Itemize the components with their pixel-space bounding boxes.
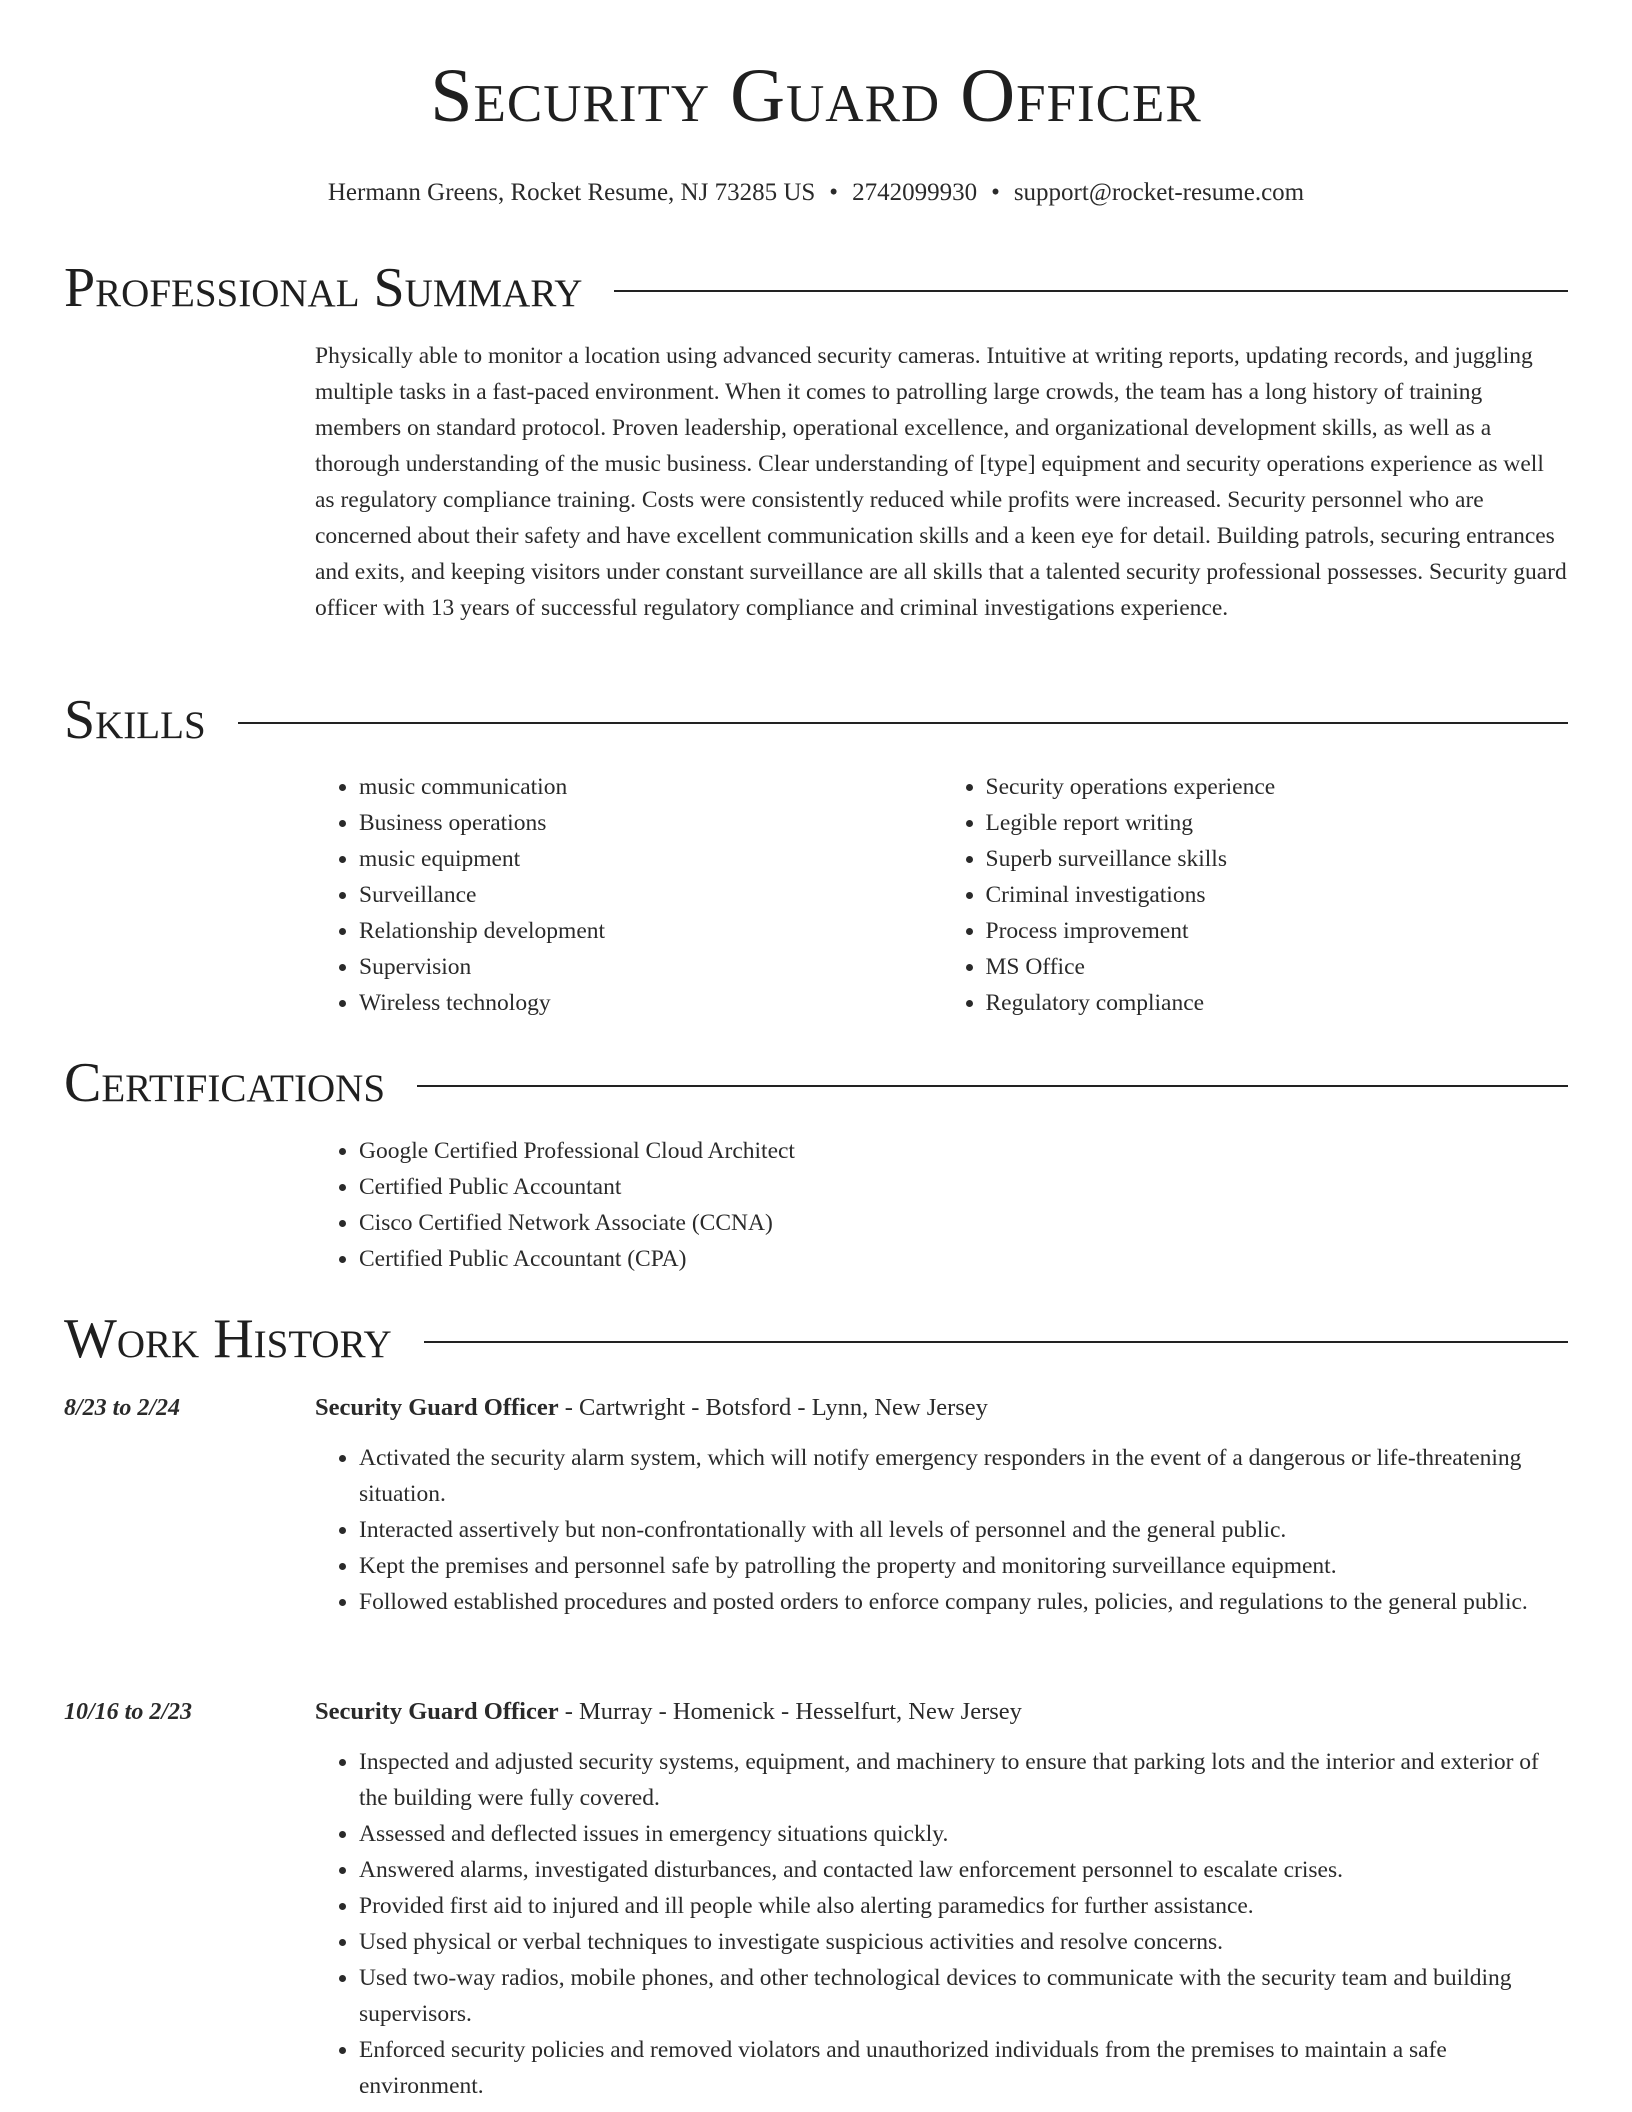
skill-item: • Superb surveillance skills [986, 841, 1569, 877]
job-heading [315, 1390, 1568, 1426]
skill-item: • Supervision [359, 949, 942, 985]
section-divider [238, 722, 1568, 724]
job-bullet: • Kept the premises and personnel safe by patrolling the property and monitoring surveillance equipment. [359, 1548, 1568, 1584]
certification-item: • Google Certified Professional Cloud Architect [359, 1133, 1568, 1169]
section-divider [424, 1341, 1568, 1343]
section-title: Professional Summary [64, 257, 583, 319]
job-bullet: • Answered alarms, investigated disturbances, and contacted law enforcement personnel to escalate crises. [359, 1852, 1568, 1888]
skill-item: • Business operations [359, 805, 942, 841]
summary-content [315, 338, 1568, 626]
section-professional-summary [64, 257, 1568, 319]
skills-columns [315, 769, 1568, 1021]
skills-list-right [942, 769, 1569, 1021]
resume-name: Security Guard Officer [430, 54, 1202, 138]
certification-item: • Certified Public Accountant (CPA) [359, 1241, 1568, 1277]
job-employer: - Cartwright - Botsford - Lynn, New Jersey [558, 1394, 988, 1421]
job-title: Security Guard Officer [315, 1394, 559, 1421]
skill-item: • Surveillance [359, 877, 942, 913]
section-title: Work History [64, 1308, 392, 1370]
section-divider [614, 290, 1568, 292]
job-heading [315, 1694, 1568, 1730]
skill-item: • music equipment [359, 841, 942, 877]
skill-item: • Wireless technology [359, 985, 942, 1021]
job-bullet: • Followed established procedures and posted orders to enforce company rules, policies, and regulations to the general public. [359, 1584, 1568, 1620]
certifications-list [315, 1133, 1568, 1277]
skill-item: • Relationship development [359, 913, 942, 949]
skill-item: • Process improvement [986, 913, 1569, 949]
certification-item: • Certified Public Accountant [359, 1169, 1568, 1205]
section-work-history [64, 1308, 1568, 1370]
job-bullet: • Activated the security alarm system, which will notify emergency responders in the event of a dangerous or life-threatening situation. [359, 1440, 1568, 1512]
job-bullet: • Inspected and adjusted security systems, equipment, and machinery to ensure that parking lots and the interior and exterior of the building were fully covered. [359, 1744, 1568, 1816]
skill-item: • Regulatory compliance [986, 985, 1569, 1021]
job-bullet: • Interacted assertively but non-confrontationally with all levels of personnel and the general public. [359, 1512, 1568, 1548]
contact-address: Hermann Greens, Rocket Resume, NJ 73285 US [327, 179, 816, 206]
job-bullet: • Used physical or verbal techniques to investigate suspicious activities and resolve concerns. [359, 1924, 1568, 1960]
summary-text: Physically able to monitor a location using advanced security cameras. Intuitive at writing reports, updating records, and juggling multiple tasks in a fast-paced environment. When it comes to patrolling large crowds, the team has a long history of training members on standard protocol. Proven leadership, operational excellence, and organizational development skills, as well as a thorough understanding of the music business. Clear understanding of [type] equipment and security operations experience as well as regulatory compliance training. Costs were consistently reduced while profits were increased. Security personnel who are concerned about their safety and have excellent communication skills and a keen eye for detail. Building patrols, securing entrances and exits, and keeping visitors under constant surveillance are all skills that a talented security professional possesses. Security guard officer with 13 years of successful regulatory compliance and criminal investigations experience. [315, 343, 1567, 621]
job-entry [64, 1390, 1568, 1620]
certification-item: • Cisco Certified Network Associate (CCNA) [359, 1205, 1568, 1241]
section-skills [64, 689, 1568, 751]
skill-item: • music communication [359, 769, 942, 805]
contact-email: support@rocket-resume.com [1013, 179, 1305, 206]
job-entry [64, 1694, 1568, 2104]
job-bullet: • Used two-way radios, mobile phones, and other technological devices to communicate with the security team and building supervisors. [359, 1960, 1568, 2032]
section-certifications [64, 1052, 1568, 1114]
job-title: Security Guard Officer [315, 1698, 559, 1725]
job-bullet: • Assessed and deflected issues in emergency situations quickly. [359, 1816, 1568, 1852]
section-title: Skills [64, 689, 206, 751]
job-dates: 8/23 to 2/24 [64, 1395, 181, 1421]
job-dates: 10/16 to 2/23 [64, 1699, 193, 1725]
contact-phone: 2742099930 [852, 179, 978, 206]
skill-item: • Security operations experience [986, 769, 1569, 805]
section-divider [417, 1085, 1568, 1087]
job-bullets [315, 1440, 1568, 1620]
contact-separator: • [829, 179, 839, 206]
skills-list-left [315, 769, 942, 1021]
certifications-content [315, 1133, 1568, 1277]
contact-separator: • [991, 179, 1000, 206]
skill-item: • Legible report writing [986, 805, 1569, 841]
job-employer: - Murray - Homenick - Hesselfurt, New Jersey [558, 1698, 1022, 1725]
section-title: Certifications [64, 1052, 386, 1114]
contact-line [0, 178, 1632, 208]
skill-item: • MS Office [986, 949, 1569, 985]
skill-item: • Criminal investigations [986, 877, 1569, 913]
job-bullet: • Provided first aid to injured and ill people while also alerting paramedics for further assistance. [359, 1888, 1568, 1924]
job-bullet: • Enforced security policies and removed violators and unauthorized individuals from the premises to maintain a safe environment. [359, 2032, 1568, 2104]
skills-content [315, 769, 1568, 1021]
job-bullets [315, 1744, 1568, 2104]
